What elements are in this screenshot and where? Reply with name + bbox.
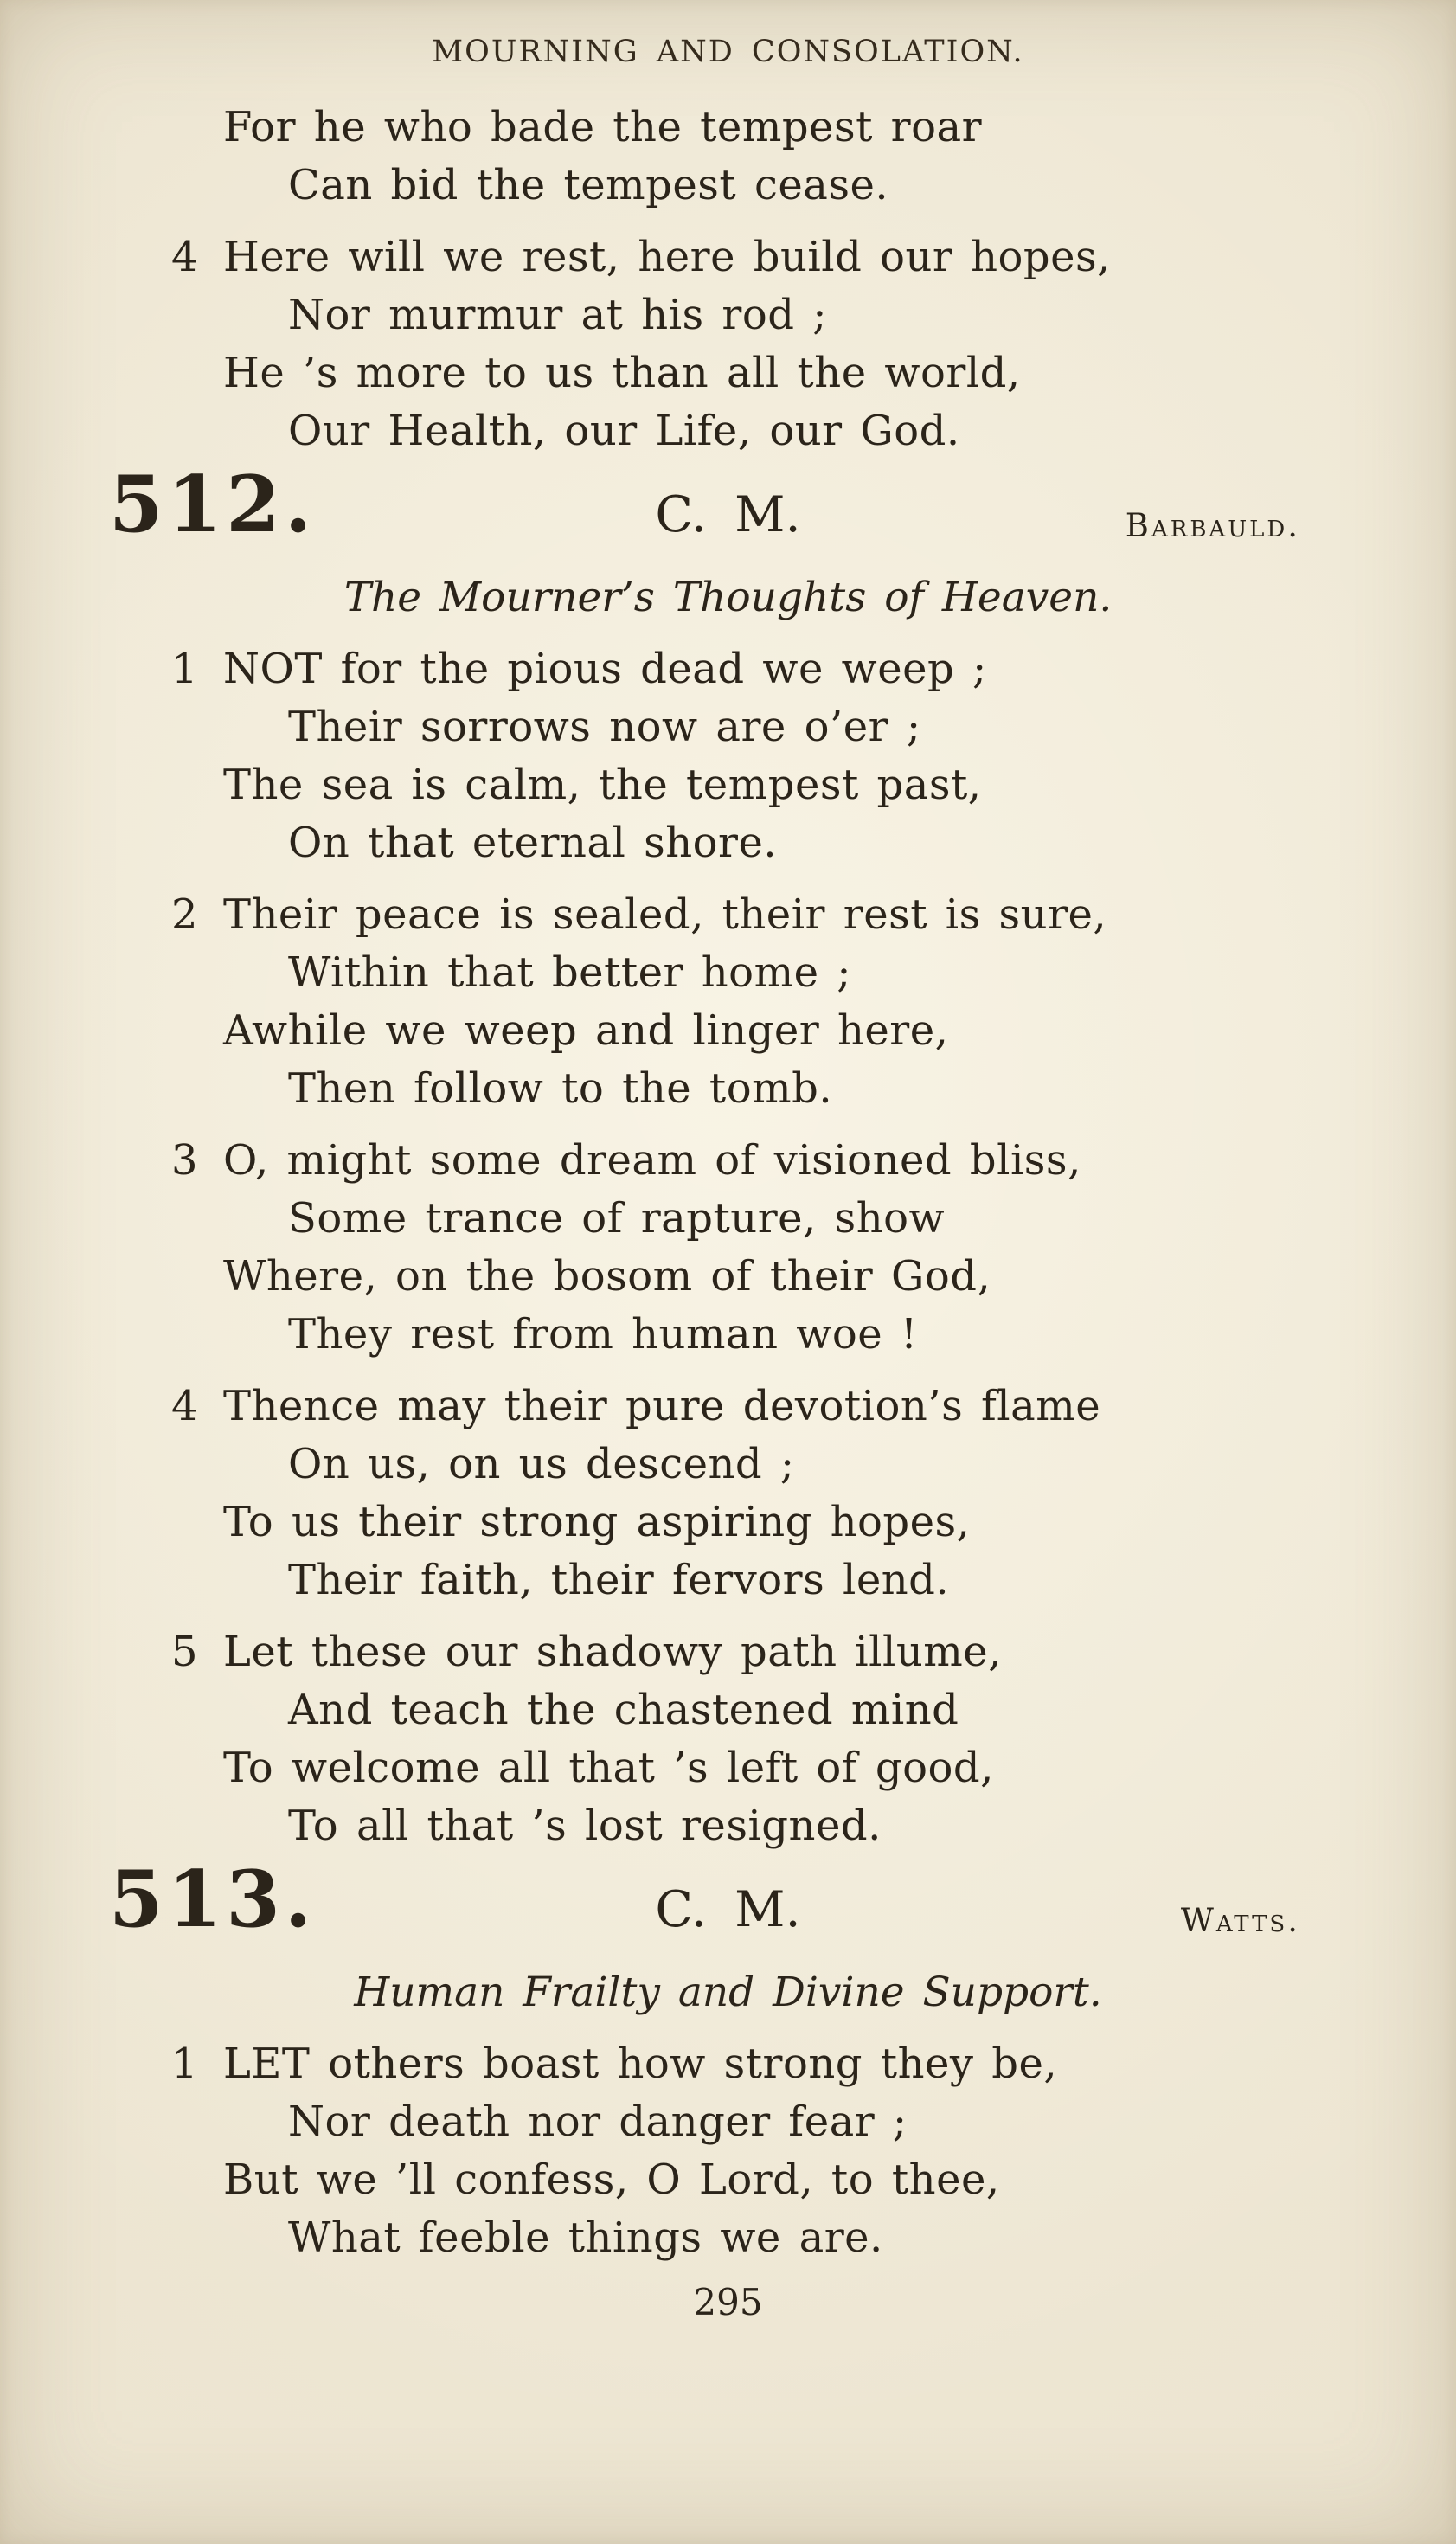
- line-text: To all that ’s lost resigned.: [288, 1802, 882, 1850]
- stanza-number: 1: [171, 645, 199, 693]
- hymn-line: [223, 344, 1456, 402]
- line-text: Nor murmur at his rod ;: [288, 291, 827, 339]
- hymn-line: [171, 886, 1456, 944]
- line-text: Within that better home ;: [288, 948, 851, 997]
- hymn-line: [288, 2209, 1456, 2267]
- hymn-line: [288, 157, 1456, 215]
- hymn-line: [171, 228, 1456, 286]
- line-text: Can bid the tempest cease.: [288, 161, 889, 209]
- stanza: [0, 2035, 1456, 2267]
- stanza: [0, 1623, 1456, 1855]
- hymn-meter: C. M.: [655, 1881, 801, 1938]
- stanza-number: 4: [171, 233, 199, 281]
- hymn-author: Watts.: [1180, 1902, 1300, 1939]
- hymn-line: [171, 1623, 1456, 1681]
- stanza-number: 5: [171, 1628, 199, 1676]
- line-text: NOT for the pious dead we weep ;: [223, 645, 987, 693]
- hymn-line: [171, 1132, 1456, 1190]
- hymn-line: [171, 640, 1456, 698]
- hymn-line: [288, 1681, 1456, 1739]
- hymn-line: [288, 1190, 1456, 1248]
- line-text: He ’s more to us than all the world,: [223, 349, 1021, 397]
- line-text: To welcome all that ’s left of good,: [223, 1744, 994, 1792]
- hymn-line: [223, 1002, 1456, 1060]
- stanza-number: 4: [171, 1382, 199, 1430]
- line-text: And teach the chastened mind: [288, 1686, 959, 1734]
- line-text: What feeble things we are.: [288, 2213, 883, 2262]
- hymn-number: 513.: [109, 1853, 317, 1945]
- stanza: [0, 640, 1456, 872]
- line-text: Some trance of rapture, show: [288, 1194, 946, 1243]
- line-text: On that eternal shore.: [288, 819, 778, 867]
- line-text: On us, on us descend ;: [288, 1440, 795, 1488]
- stanza-number: 1: [171, 2040, 199, 2088]
- stanza-number: 3: [171, 1136, 199, 1185]
- line-text: Awhile we weep and linger here,: [223, 1006, 949, 1055]
- hymn-line: [288, 1551, 1456, 1609]
- line-text: To us their strong aspiring hopes,: [223, 1498, 971, 1546]
- line-text: LET others boast how strong they be,: [223, 2040, 1058, 2088]
- hymn-line: [223, 756, 1456, 814]
- running-head: MOURNING AND CONSOLATION.: [432, 35, 1024, 69]
- hymn-line: [223, 1248, 1456, 1306]
- hymn-meter: C. M.: [655, 486, 801, 543]
- line-text: Here will we rest, here build our hopes,: [223, 233, 1111, 281]
- hymn-line: [288, 2093, 1456, 2151]
- hymn-line: [223, 2151, 1456, 2209]
- hymn-line: [288, 1306, 1456, 1364]
- hymn-line: [288, 1436, 1456, 1494]
- hymn-line: [171, 2035, 1456, 2093]
- stanza: [0, 1378, 1456, 1609]
- line-text: Where, on the bosom of their God,: [223, 1252, 991, 1301]
- hymn-line: [288, 402, 1456, 460]
- line-text: For he who bade the tempest roar: [223, 103, 983, 151]
- line-text: Nor death nor danger fear ;: [288, 2098, 908, 2146]
- line-text: Our Health, our Life, our God.: [288, 407, 960, 455]
- line-text: But we ’ll confess, O Lord, to thee,: [223, 2155, 1000, 2204]
- hymn-title: The Mourner’s Thoughts of Heaven.: [343, 574, 1113, 621]
- line-text: O, might some dream of visioned bliss,: [223, 1136, 1081, 1185]
- line-text: Then follow to the tomb.: [288, 1064, 833, 1113]
- hymn-line: [223, 1494, 1456, 1551]
- hymn-line: [288, 1797, 1456, 1855]
- line-text: Let these our shadowy path illume,: [223, 1628, 1002, 1676]
- hymn-line: [223, 1739, 1456, 1797]
- hymn-line: [223, 99, 1456, 157]
- stanza: [0, 228, 1456, 460]
- stanza: [0, 1132, 1456, 1364]
- line-text: Thence may their pure devotion’s flame: [223, 1382, 1101, 1430]
- line-text: Their peace is sealed, their rest is sure,: [223, 890, 1107, 939]
- hymn-line: [288, 286, 1456, 344]
- hymn-author: Barbauld.: [1125, 507, 1300, 544]
- stanza-number: 2: [171, 890, 199, 939]
- hymn-title: Human Frailty and Divine Support.: [354, 1969, 1102, 2016]
- hymn-line: [171, 1378, 1456, 1436]
- line-text: Their faith, their fervors lend.: [288, 1556, 950, 1604]
- line-text: They rest from human woe !: [288, 1310, 918, 1359]
- stanza: [0, 99, 1456, 215]
- hymn-number: 512.: [109, 459, 317, 550]
- stanza: [0, 886, 1456, 1118]
- hymn-line: [288, 698, 1456, 756]
- line-text: The sea is calm, the tempest past,: [223, 761, 982, 809]
- page-number: 295: [693, 2281, 763, 2323]
- line-text: Their sorrows now are o’er ;: [288, 703, 921, 751]
- hymn-heading: [0, 459, 1456, 571]
- hymn-heading: [0, 1853, 1456, 1966]
- hymn-line: [288, 944, 1456, 1002]
- hymn-line: [288, 814, 1456, 872]
- hymn-line: [288, 1060, 1456, 1118]
